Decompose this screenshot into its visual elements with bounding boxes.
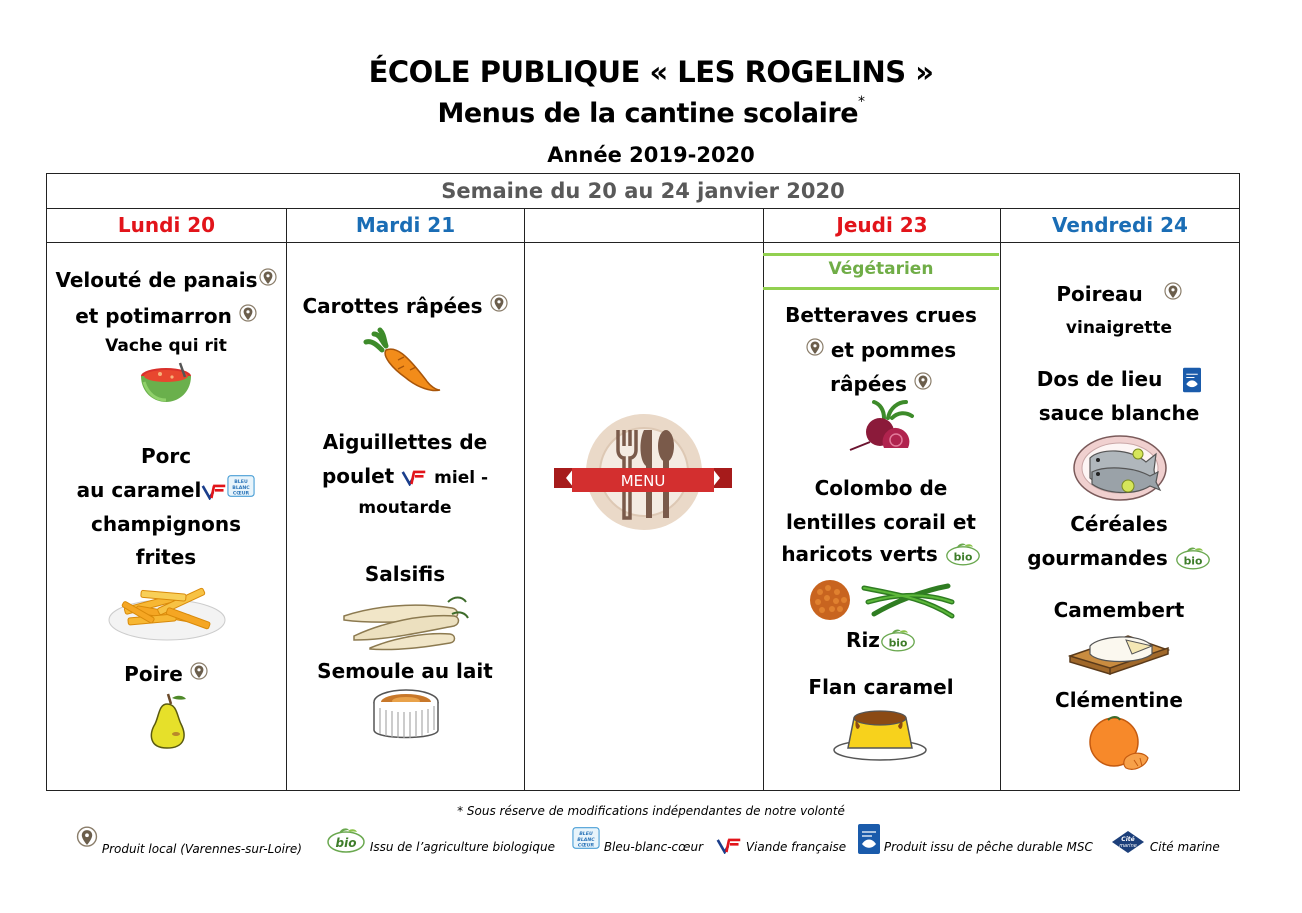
column-divider: [1000, 209, 1001, 790]
green-beans-icon: [860, 572, 956, 624]
bio-logo-icon: [326, 826, 366, 854]
monday-main-line1: Porc: [140, 444, 192, 468]
monday-main-line2: [50, 478, 282, 502]
legend-bio-label: Issu de l’agriculture biologique: [369, 840, 555, 854]
monday-main-text2: au caramel: [76, 478, 202, 502]
soup-bowl-icon: [136, 360, 196, 408]
local-pin-icon: [259, 268, 277, 290]
carrot-icon: [358, 326, 454, 392]
day-friday: Vendredi 24: [1052, 213, 1188, 237]
monday-starter-line1: [50, 268, 282, 292]
thursday-main-line3: [764, 542, 998, 567]
local-pin-icon: [1164, 282, 1182, 304]
monday-dessert: [50, 662, 282, 686]
monday-starter-text2: et potimarron: [75, 304, 232, 328]
clementine-icon: [1086, 712, 1152, 776]
legend-bbc: [572, 826, 704, 854]
footnote: * Sous réserve de modifications indépendantes de notre volonté: [457, 804, 845, 818]
viande-francaise-logo-icon: [716, 838, 742, 854]
school-name: ÉCOLE PUBLIQUE « LES ROGELINS »: [368, 55, 934, 89]
thursday-starter-line1: Betteraves crues: [785, 303, 977, 327]
day-thursday: Jeudi 23: [836, 213, 928, 237]
friday-side-line2: [1002, 546, 1236, 571]
monday-starter-text1: Velouté de panais: [55, 268, 258, 292]
school-year: Année 2019-2020: [547, 143, 755, 167]
tuesday-side: Salsifis: [364, 562, 446, 586]
local-pin-icon: [914, 372, 932, 394]
local-pin-icon: [190, 662, 208, 684]
tuesday-main-line1: Aiguillettes de: [322, 430, 488, 454]
tuesday-main-text2: poulet: [321, 464, 395, 488]
monday-starter-line3: Vache qui rit: [105, 336, 227, 356]
local-pin-icon: [239, 304, 257, 326]
legend-vf-label: Viande française: [745, 840, 847, 854]
thursday-starter-text3: râpées: [830, 372, 907, 396]
legend-bio: [326, 826, 555, 854]
bio-icon: [880, 627, 916, 653]
legend-vf: [716, 838, 846, 854]
friday-main-text1: Dos de lieu: [1036, 367, 1163, 391]
beetroot-icon: [848, 400, 918, 454]
msc-logo-icon: [858, 824, 880, 854]
tuesday-main-line3: moutarde: [358, 498, 452, 518]
week-header: Semaine du 20 au 24 janvier 2020: [47, 174, 1239, 209]
viande-francaise-icon: [201, 484, 227, 500]
local-pin-icon: [490, 294, 508, 316]
day-wednesday: [525, 209, 763, 242]
day-tuesday: Mardi 21: [355, 213, 456, 237]
monday-main-line4: frites: [135, 545, 197, 569]
vegetarian-label: Végétarien: [828, 259, 934, 279]
friday-main-line2: sauce blanche: [1038, 401, 1200, 425]
legend-local-label: Produit local (Varennes-sur-Loire): [101, 842, 302, 856]
lentils-icon: [806, 578, 854, 622]
friday-dessert: Clémentine: [1055, 688, 1183, 712]
viande-francaise-icon: [401, 470, 427, 486]
thursday-starter-text2: et pommes: [830, 338, 957, 362]
friday-starter-line1: [1002, 282, 1236, 306]
monday-starter-line2: [50, 304, 282, 328]
column-divider: [286, 209, 287, 790]
flan-icon: [832, 706, 928, 762]
bio-icon: [945, 541, 981, 567]
thursday-main-line2: lentilles corail et: [786, 510, 976, 534]
legend-msc-label: Produit issu de pêche durable MSC: [883, 840, 1093, 854]
local-pin-icon: [806, 338, 824, 360]
legend-cite: [1110, 830, 1220, 854]
friday-side-line1: Céréales: [1070, 512, 1168, 536]
friday-starter-line2: vinaigrette: [1065, 318, 1173, 338]
friday-main-line1: [1002, 367, 1236, 393]
thursday-side: [764, 628, 998, 653]
fries-icon: [106, 580, 228, 642]
semolina-ramekin-icon: [372, 688, 440, 750]
location-pin-icon: [76, 826, 98, 852]
fish-plate-icon: [1072, 434, 1168, 502]
page-title: [0, 94, 1302, 129]
legend-msc: [858, 824, 1093, 854]
friday-cheese: Camembert: [1053, 598, 1185, 622]
cite-marine-logo-icon: [1110, 830, 1146, 854]
tuesday-main-text2b: miel -: [434, 468, 489, 488]
salsify-icon: [340, 592, 472, 654]
bio-icon: [1175, 545, 1211, 571]
day-monday: Lundi 20: [117, 213, 216, 237]
legend-local: [76, 826, 302, 856]
friday-starter-text1: Poireau: [1056, 282, 1143, 306]
vegetarian-bar-bottom: [763, 287, 999, 290]
column-divider: [524, 209, 525, 790]
pear-icon: [142, 690, 192, 752]
bleu-blanc-coeur-logo-icon: [572, 826, 600, 850]
tuesday-starter-text: Carottes râpées: [302, 294, 483, 318]
thursday-side-text: Riz: [846, 628, 880, 652]
vegetarian-badge: [763, 253, 999, 291]
thursday-starter-line2: [764, 338, 998, 362]
bleu-blanc-coeur-icon: [227, 474, 255, 498]
thursday-main-line1: Colombo de: [814, 476, 948, 500]
monday-main-line3: champignons: [90, 512, 242, 536]
monday-dessert-text: Poire: [124, 662, 183, 686]
menu-logo-label: MENU: [620, 472, 666, 490]
thursday-main-text3: haricots verts: [781, 542, 938, 566]
thursday-starter-line3: [764, 372, 998, 396]
tuesday-dessert: Semoule au lait: [317, 659, 493, 683]
legend-cite-label: Cité marine: [1149, 840, 1220, 854]
thursday-dessert: Flan caramel: [808, 675, 954, 699]
tuesday-starter: [288, 294, 522, 318]
vegetarian-bar-top: [763, 253, 999, 256]
camembert-icon: [1066, 628, 1172, 674]
friday-side-text2: gourmandes: [1027, 546, 1168, 570]
day-row-divider: [47, 242, 1239, 243]
legend-bbc-label: Bleu-blanc-cœur: [603, 840, 704, 854]
title-asterisk: *: [858, 94, 865, 110]
msc-icon: [1183, 367, 1201, 393]
tuesday-main-line2: [288, 464, 522, 488]
page-title-text: Menus de la cantine scolaire: [437, 98, 859, 129]
